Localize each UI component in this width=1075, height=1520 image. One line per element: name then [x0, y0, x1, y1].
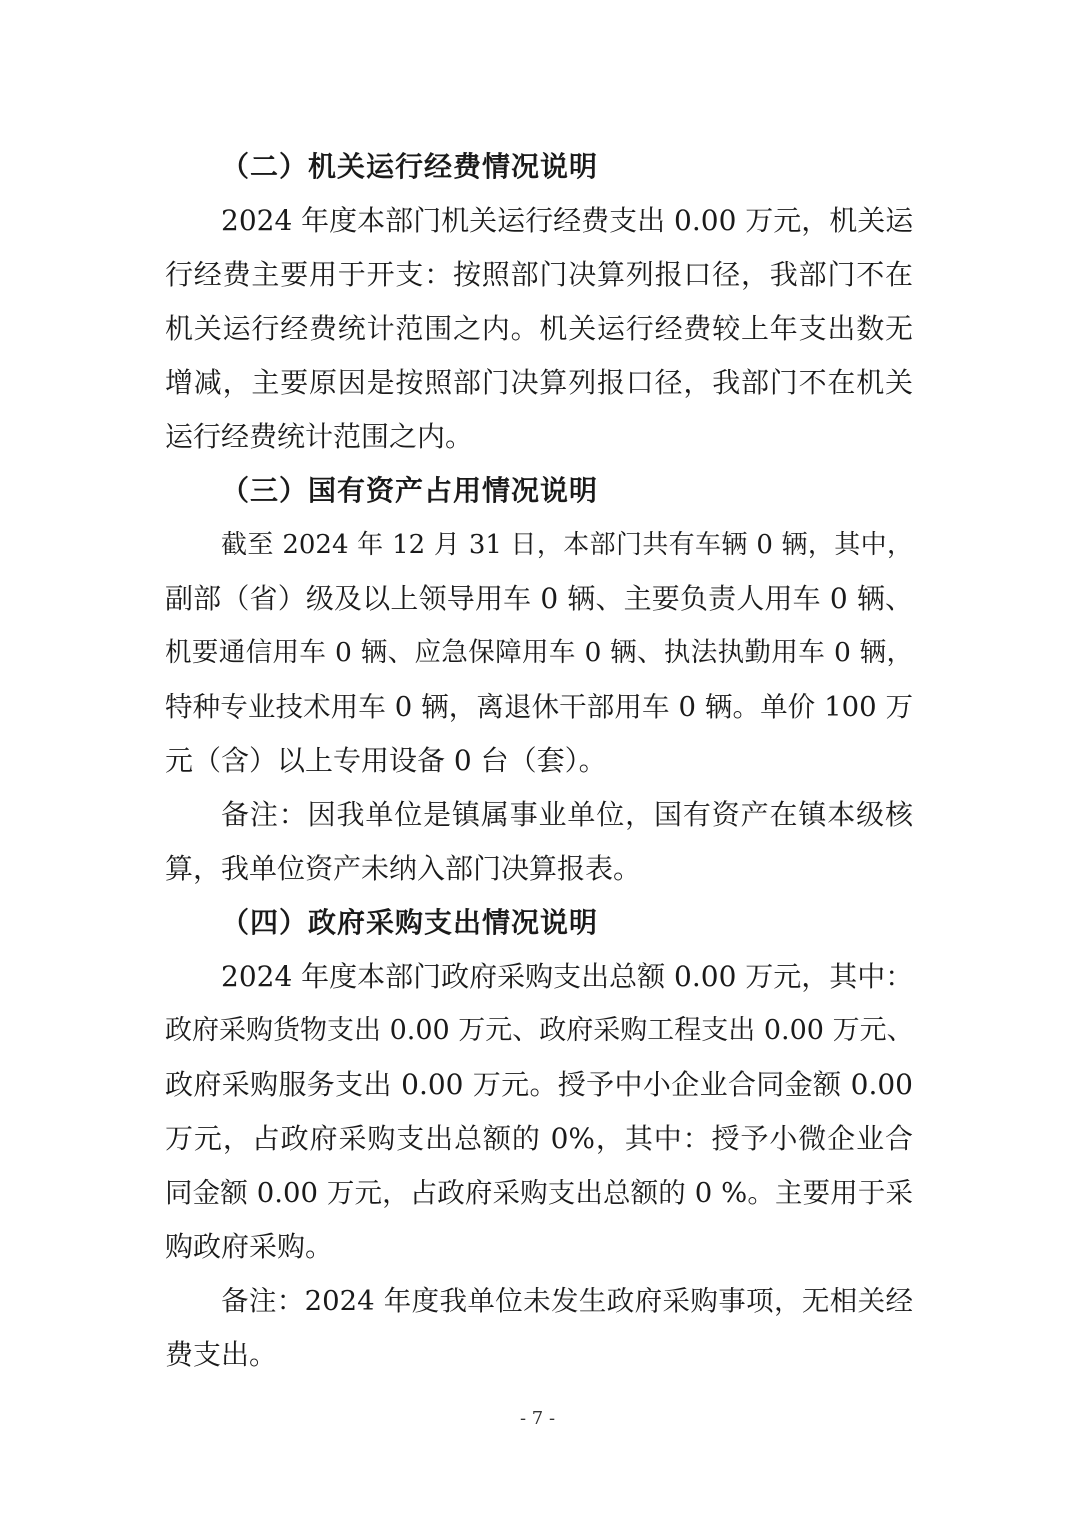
text-line: 机关运行经费统计范围之内。机关运行经费较上年支出数无 [165, 312, 913, 345]
paragraph-procurement [165, 950, 913, 1274]
text-line: 备注：2024 年度我单位未发生政府采购事项，无相关经 [221, 1285, 913, 1317]
text-line: 运行经费统计范围之内。 [165, 420, 474, 453]
text-line: 算，我单位资产未纳入部门决算报表。 [165, 852, 642, 885]
text-line: 增减，主要原因是按照部门决算列报口径，我部门不在机关 [165, 366, 913, 399]
section-heading-4: （四）政府采购支出情况说明 [221, 906, 599, 939]
text-line: 购政府采购。 [165, 1230, 334, 1263]
section-heading-2: （二）机关运行经费情况说明 [221, 150, 599, 183]
paragraph-assets-note [165, 788, 913, 896]
paragraph-state-assets [165, 518, 913, 788]
text-line: 备注：因我单位是镇属事业单位，国有资产在镇本级核 [221, 798, 913, 831]
text-line: 2024 年度本部门机关运行经费支出 0.00 万元，机关运 [221, 204, 914, 237]
paragraph-procurement-note [165, 1274, 913, 1382]
text-line: 特种专业技术用车 0 辆，离退休干部用车 0 辆。单价 100 万 [165, 691, 913, 723]
page-number: - 7 - [519, 1408, 556, 1429]
text-line: 同金额 0.00 万元，占政府采购支出总额的 0 %。主要用于采 [165, 1177, 913, 1209]
section-heading-3: （三）国有资产占用情况说明 [221, 474, 599, 507]
text-line: 副部（省）级及以上领导用车 0 辆、主要负责人用车 0 辆、 [165, 582, 913, 615]
text-line: 政府采购服务支出 0.00 万元。授予中小企业合同金额 0.00 [165, 1068, 913, 1101]
paragraph-operating-expenses [165, 194, 913, 464]
text-line: 行经费主要用于开支：按照部门决算列报口径，我部门不在 [165, 258, 913, 291]
text-line: 费支出。 [165, 1338, 278, 1371]
text-line: 万元，占政府采购支出总额的 0%，其中：授予小微企业合 [165, 1122, 913, 1155]
text-line: 元（含）以上专用设备 0 台（套）。 [165, 744, 607, 777]
text-line: 机要通信用车 0 辆、应急保障用车 0 辆、执法执勤用车 0 辆， [165, 637, 913, 668]
text-line: 截至 2024 年 12 月 31 日，本部门共有车辆 0 辆，其中， [221, 530, 913, 560]
text-line: 2024 年度本部门政府采购支出总额 0.00 万元，其中： [221, 960, 914, 993]
document-body [165, 140, 913, 1382]
text-line: 政府采购货物支出 0.00 万元、政府采购工程支出 0.00 万元、 [165, 1015, 914, 1046]
